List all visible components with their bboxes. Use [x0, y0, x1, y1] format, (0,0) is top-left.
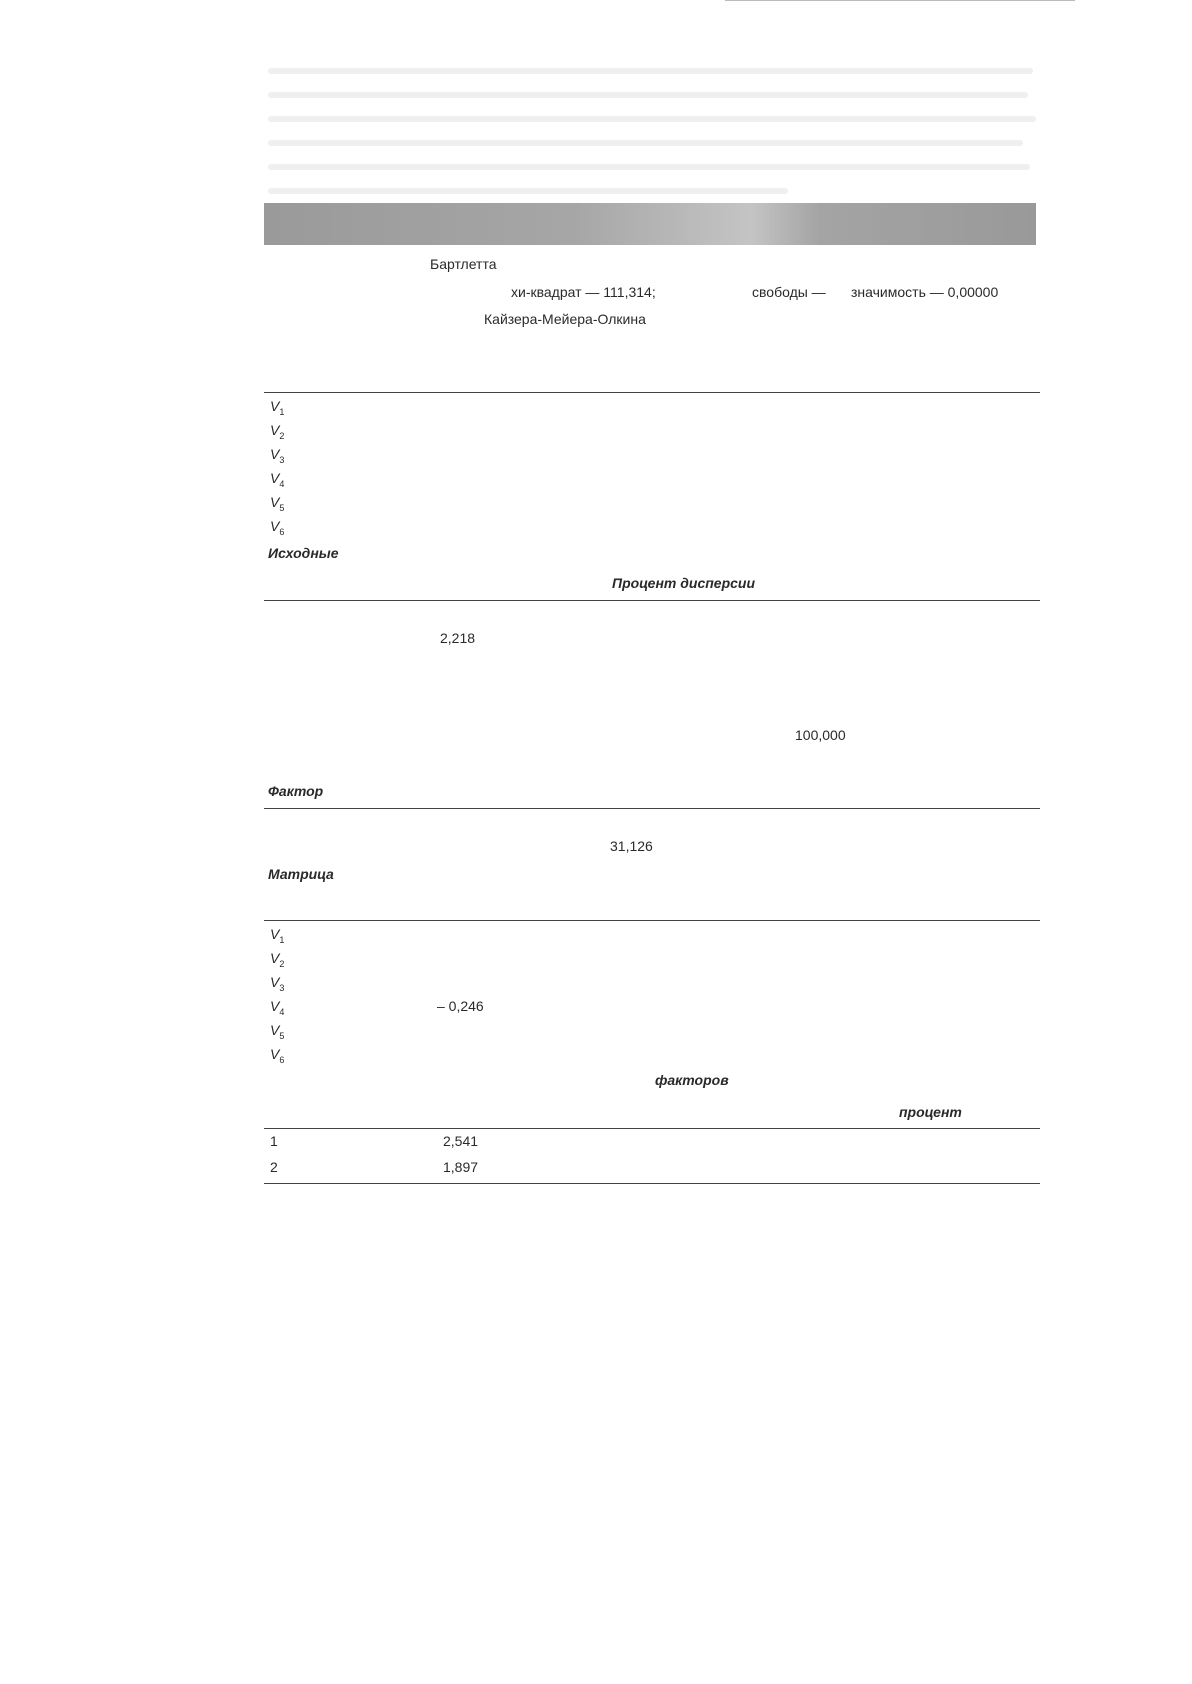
variable-label: $V_6$	[270, 518, 285, 537]
variable-label: $V_3$	[270, 446, 285, 465]
significance-text: значимость — 0,00000	[851, 284, 999, 300]
final-row-number: 1	[270, 1133, 278, 1149]
variable-label: $V_2$	[270, 950, 285, 969]
final-row-value: 1,897	[443, 1159, 479, 1175]
variable-label: $V_1$	[270, 398, 285, 417]
variable-label: $V_4$	[270, 470, 285, 489]
variance-percent-header: Процент дисперсии	[612, 575, 756, 591]
factor-value: 31,126	[610, 838, 653, 854]
kmo-text: Кайзера-Мейера-Олкина	[484, 311, 646, 327]
variable-label: $V_4$	[270, 998, 285, 1017]
percent-label: процент	[899, 1104, 962, 1120]
variable-label: $V_3$	[270, 974, 285, 993]
table-caption-band	[264, 203, 1036, 245]
table-rule-5	[264, 1128, 1040, 1129]
factors-label: факторов	[655, 1072, 729, 1088]
variable-label: $V_1$	[270, 926, 285, 945]
section-initial-heading: Исходные	[268, 545, 339, 561]
degrees-of-freedom-text: свободы —	[752, 284, 826, 300]
table-rule-2	[264, 600, 1040, 601]
final-row-value: 2,541	[443, 1133, 479, 1149]
table-rule-3	[264, 808, 1040, 809]
variable-label: $V_5$	[270, 494, 285, 513]
variable-label: $V_5$	[270, 1022, 285, 1041]
top-edge-line	[725, 0, 1075, 1]
chi-square-text: хи-квадрат — 111,314;	[511, 284, 656, 300]
final-row-number: 2	[270, 1159, 278, 1175]
initial-row6-cumulative: 100,000	[795, 727, 846, 743]
table-rule-4	[264, 920, 1040, 921]
matrix-v4-loading: – 0,246	[437, 998, 484, 1014]
initial-row2-eigenvalue: 2,218	[440, 630, 476, 646]
variable-label: $V_6$	[270, 1046, 285, 1065]
section-matrix-heading: Матрица	[268, 866, 334, 882]
table-rule-1	[264, 392, 1040, 393]
section-factor-heading: Фактор	[268, 783, 324, 799]
bartlett-label: Бартлетта	[430, 256, 497, 272]
table-rule-bottom	[264, 1183, 1040, 1184]
variable-label: $V_2$	[270, 422, 285, 441]
